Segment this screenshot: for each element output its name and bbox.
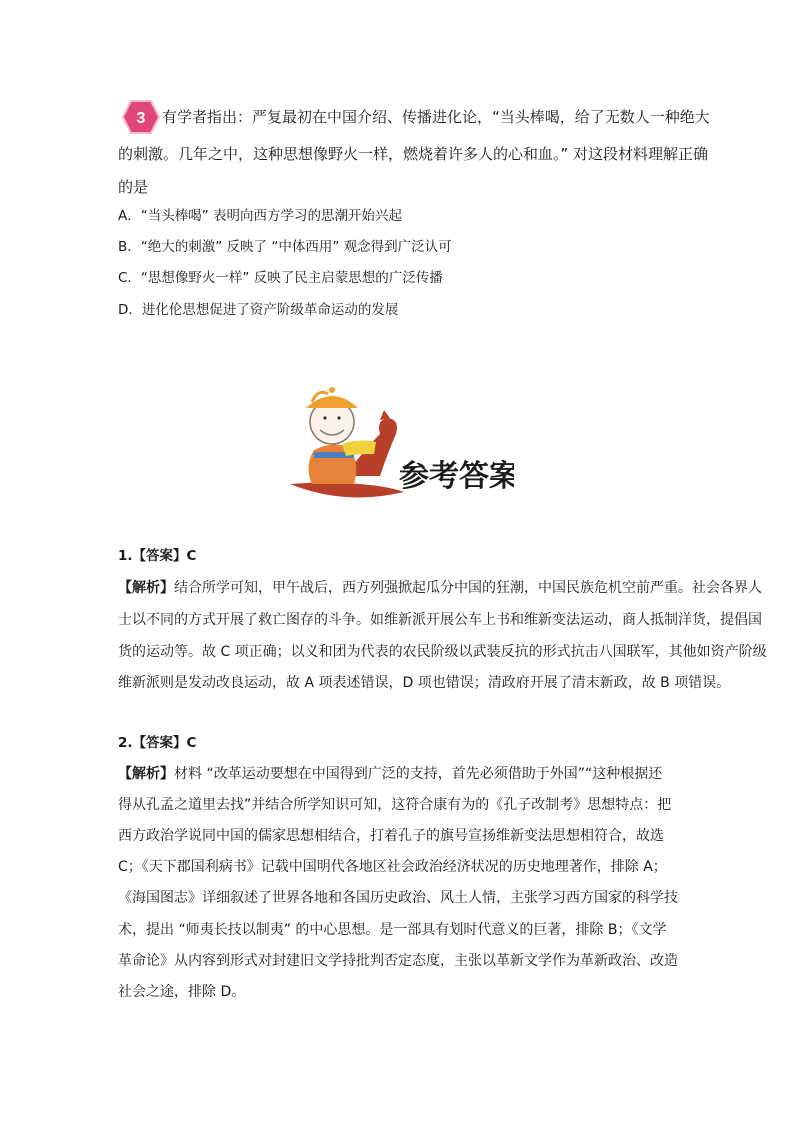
answer-1-heading: 1.【答案】C	[118, 548, 197, 564]
answer-2-line-2: 得从孔孟之道里去找”并结合所学知识可知，这符合康有为的《孔子改制考》思想特点：把	[118, 797, 672, 813]
answer-2-line-8: 社会之途，排除 D。	[118, 984, 246, 1000]
reference-answer-banner	[284, 380, 514, 510]
answer-1-line-2: 士以不同的方式开展了救亡图存的斗争。如维新派开展公车上书和维新变法运动，商人抵制洋货，提倡国	[118, 612, 762, 628]
answer-2-line-7: 革命论》从内容到形式对封建旧文学持批判否定态度，主张以革新文学作为革新政治、改造	[118, 953, 678, 969]
option-d: D．进化伦思想促进了资产阶级革命运动的发展	[118, 302, 399, 318]
rocking-horse-mascot-icon	[284, 380, 514, 510]
answer-2-text: 材料 “改革运动要想在中国得到广泛的支持，首先必须借助于外国”“这种根据还	[174, 766, 663, 782]
option-b: B．“绝大的刺激” 反映了 “中体西用” 观念得到广泛认可	[118, 239, 452, 255]
analysis-label: 【解析】	[118, 766, 174, 782]
answer-1-line-4: 维新派则是发动改良运动，故 A 项表述错误，D 项也错误；清政府开展了清末新政，故 B 项错误。	[118, 675, 731, 691]
answer-2-line-3: 西方政治学说同中国的儒家思想相结合，打着孔子的旗号宣扬维新变法思想相符合，故选	[118, 828, 664, 844]
banner-title: 参考答案	[399, 459, 514, 494]
answer-1-line-3: 货的运动等。故 C 项正确；以义和团为代表的农民阶级以武装反抗的形式抗击八国联军，其他如资产阶级	[118, 644, 767, 660]
answer-1-line-1	[118, 578, 762, 598]
answer-2-line-1	[118, 764, 662, 784]
question-number-badge	[122, 100, 160, 134]
question-number: 3	[136, 110, 146, 127]
option-c: C．“思想像野火一样” 反映了民主启蒙思想的广泛传播	[118, 270, 443, 286]
question-text-line-1: 有学者指出：严复最初在中国介绍、传播进化论，“当头棒喝，给了无数人一种绝大	[162, 108, 710, 126]
answer-2-line-6: 术，提出 “师夷长技以制夷” 的中心思想。是一部具有划时代意义的巨著，排除 B；《文学	[118, 922, 667, 938]
question-text-line-3: 的是	[118, 178, 149, 196]
option-a: A．“当头棒喝” 表明向西方学习的思潮开始兴起	[118, 208, 403, 224]
analysis-label: 【解析】	[118, 580, 174, 596]
hexagon-badge-icon	[122, 100, 160, 134]
answer-1-text: 结合所学可知，甲午战后，西方列强掀起瓜分中国的狂潮，中国民族危机空前严重。社会各界人	[174, 580, 762, 596]
question-text-line-2: 的刺激。几年之中，这种思想像野火一样，燃烧着许多人的心和血。” 对这段材料理解正确	[118, 145, 709, 163]
answer-2-heading: 2.【答案】C	[118, 735, 197, 751]
answer-2-line-4: C；《天下郡国利病书》记载中国明代各地区社会政治经济状况的历史地理著作，排除 A；	[118, 859, 667, 875]
answer-2-line-5: 《海国图志》详细叙述了世界各地和各国历史政治、风土人情，主张学习西方国家的科学技	[118, 890, 678, 906]
